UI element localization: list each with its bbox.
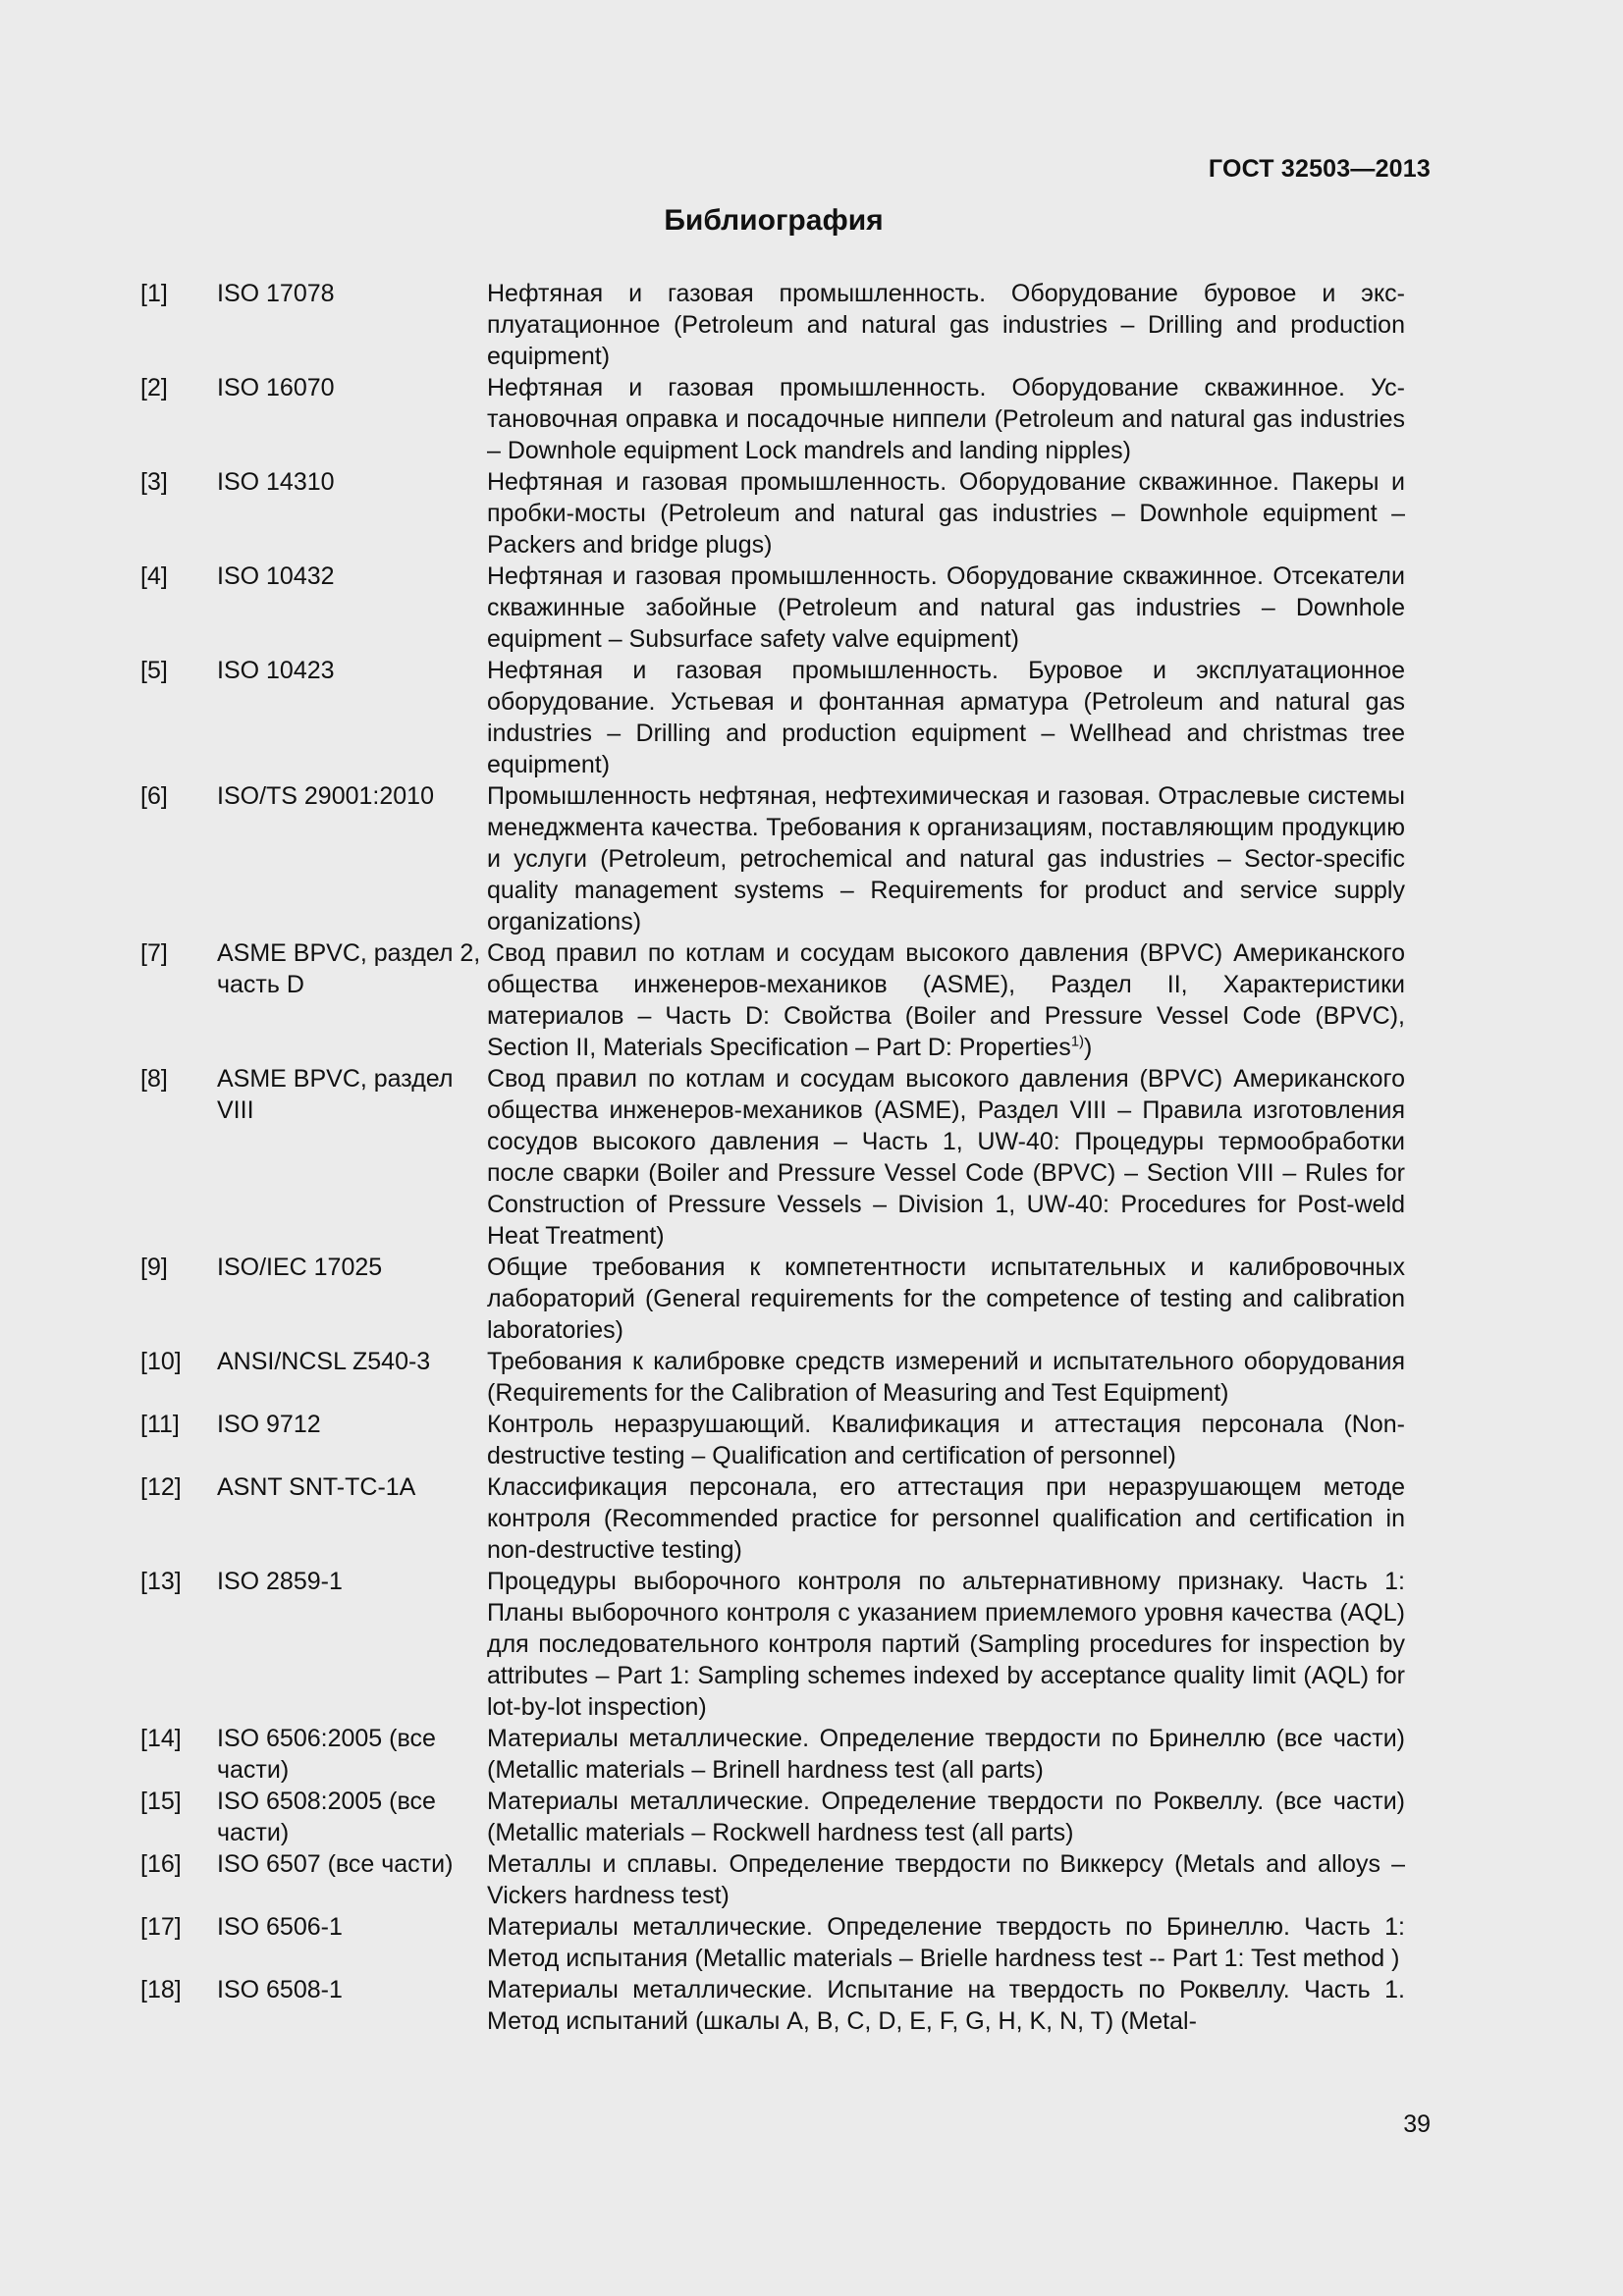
- entry-number: [15]: [140, 1788, 182, 1815]
- bibliography-entry: [140, 1409, 1405, 1471]
- bibliography-entry: [140, 372, 1405, 466]
- standard-title-text: Материалы металлические. Определение твердости по Роквеллу. (все части) (Metallic materials – Rockwell hardness test (all parts): [487, 1788, 1405, 1846]
- standard-title: [487, 780, 1405, 937]
- standard-title-text: Процедуры выборочного контроля по альтернативному признаку. Часть 1: Планы выборочного контроля с указанием приемлемого уровня качества (AQL) для последовательного контроля партий (Sampling procedures for inspection by attributes – Part 1: Sampling schemes indexed by acceptance quality limit (AQL) for lot-by-lot inspection): [487, 1568, 1405, 1721]
- standard-title-text: Свод правил по котлам и сосудам высокого давления (BPVC) Американского общества инженеров-механиков (ASME), Раздел II, Характеристики материалов – Часть D: Свойства (Boiler and Pressure Vessel Code (BPVC), Section II, Materials Specification – Part D: Properties: [487, 939, 1405, 1061]
- footnote-marker: 1): [1070, 1033, 1085, 1050]
- standard-title: [487, 1723, 1405, 1786]
- standard-title-text: Промышленность нефтяная, нефтехимическая и газовая. Отраслевые системы менеджмента качества. Требования к организациям, поставляющим продукцию и услуги (Petroleum, petrochemical and natural gas industries – Sector-specific quality management systems – Requirements for product and service supply organizations): [487, 782, 1405, 935]
- standard-title-text: Нефтяная и газовая промышленность. Оборудование скважинное. Установочная оправка и посадочные ниппели (Petroleum and natural gas industries – Downhole equipment Lock mandrels and landing nipples): [487, 374, 1405, 464]
- standard-designation: ISO 14310: [217, 468, 335, 496]
- standard-title: [487, 1063, 1405, 1252]
- standard-title-text: Нефтяная и газовая промышленность. Буровое и эксплуатационное оборудование. Устьевая и фонтанная арматура (Petroleum and natural gas industries – Drilling and production equipment – Wellhead and christmas tree equipment): [487, 657, 1405, 778]
- standard-title-text: Материалы металлические. Определение твердости по Бринеллю (все части) (Metallic materials – Brinell hardness test (all parts): [487, 1725, 1405, 1784]
- entry-number: [4]: [140, 562, 168, 590]
- standard-designation: ISO 17078: [217, 280, 335, 307]
- bibliography-entry: [140, 466, 1405, 561]
- standard-title-text: Металлы и сплавы. Определение твердости по Виккерсу (Metals and alloys – Vickers hardness test): [487, 1850, 1405, 1909]
- entry-number: [3]: [140, 468, 168, 496]
- standard-designation: ISO 6506:2005 (все части): [217, 1725, 436, 1784]
- standard-designation: ISO 6507 (все части): [217, 1850, 454, 1878]
- entry-number: [8]: [140, 1065, 168, 1093]
- standard-designation: ISO/TS 29001:2010: [217, 782, 434, 810]
- standard-title-text: Нефтяная и газовая промышленность. Оборудование скважинное. Пакеры и пробки-мосты (Petroleum and natural gas industries – Downhole equipment – Packers and bridge plugs): [487, 468, 1405, 559]
- bibliography-entry: [140, 1786, 1405, 1848]
- entry-number: [16]: [140, 1850, 182, 1878]
- bibliography-entry: [140, 561, 1405, 655]
- standard-title: [487, 1409, 1405, 1471]
- standard-designation: ISO 6508-1: [217, 1976, 343, 2003]
- standard-title: [487, 655, 1405, 780]
- standard-title: [487, 1786, 1405, 1848]
- entry-number: [11]: [140, 1411, 180, 1438]
- standard-title: [487, 1911, 1405, 1974]
- page-title: Библиография: [664, 204, 884, 237]
- standard-title: [487, 372, 1405, 466]
- bibliography-entry: [140, 1974, 1405, 2037]
- bibliography-entry: [140, 1911, 1405, 1974]
- standard-title: [487, 1252, 1405, 1346]
- entry-number: [7]: [140, 939, 168, 967]
- entry-number: [10]: [140, 1348, 182, 1375]
- entry-number: [13]: [140, 1568, 182, 1595]
- bibliography-entry: [140, 1346, 1405, 1409]
- standard-title: [487, 1346, 1405, 1409]
- standard-title: [487, 466, 1405, 561]
- standard-title: [487, 561, 1405, 655]
- standard-designation: ISO 9712: [217, 1411, 321, 1438]
- standard-designation: ISO/IEC 17025: [217, 1254, 383, 1281]
- standard-designation: ISO 10432: [217, 562, 335, 590]
- bibliography-entry: [140, 278, 1405, 372]
- standard-code-header: ГОСТ 32503—2013: [1208, 155, 1431, 183]
- standard-title: [487, 1566, 1405, 1723]
- entry-number: [6]: [140, 782, 168, 810]
- standard-designation: ISO 6508:2005 (все части): [217, 1788, 436, 1846]
- standard-title-text: Общие требования к компетентности испытательных и калибровочных лабораторий (General requirements for the competence of testing and calibration laboratories): [487, 1254, 1405, 1344]
- page-number: 39: [1403, 2110, 1431, 2138]
- standard-title: [487, 1471, 1405, 1566]
- standard-title-text: Нефтяная и газовая промышленность. Оборудование скважинное. Отсекатели скважинные забойные (Petroleum and natural gas industries – Downhole equipment – Subsurface safety valve equipment): [487, 562, 1405, 653]
- standard-title-text: Нефтяная и газовая промышленность. Оборудование буровое и эксплуатационное (Petroleum and natural gas industries – Drilling and production equipment): [487, 280, 1405, 370]
- standard-title-text: Классификация персонала, его аттестация при неразрушающем методе контроля (Recommended practice for personnel qualification and certification in non-destructive testing): [487, 1473, 1405, 1564]
- entry-number: [9]: [140, 1254, 168, 1281]
- bibliography-list: [140, 278, 1405, 2037]
- standard-title-text: Требования к калибровке средств измерений и испытательного оборудования (Requirements for the Calibration of Measuring and Test Equipment): [487, 1348, 1405, 1407]
- standard-title-text: Материалы металлические. Испытание на твердость по Роквеллу. Часть 1. Метод испытаний (шкалы A, B, C, D, E, F, G, H, K, N, T) (Metal-: [487, 1976, 1405, 2035]
- bibliography-entry: [140, 1848, 1405, 1911]
- standard-title: [487, 1848, 1405, 1911]
- entry-number: [18]: [140, 1976, 182, 2003]
- entry-number: [12]: [140, 1473, 182, 1501]
- standard-title-text: Материалы металлические. Определение твердость по Бринеллю. Часть 1: Метод испытания (Metallic materials – Brielle hardness test -- Part 1: Test method ): [487, 1913, 1405, 1972]
- bibliography-entry: [140, 1063, 1405, 1252]
- entry-number: [17]: [140, 1913, 182, 1941]
- bibliography-entry: [140, 780, 1405, 937]
- bibliography-entry: [140, 1723, 1405, 1786]
- standard-designation: ASME BPVC, раздел VIII: [217, 1065, 454, 1124]
- standard-designation: ANSI/NCSL Z540-3: [217, 1348, 431, 1375]
- bibliography-entry: [140, 655, 1405, 780]
- entry-number: [2]: [140, 374, 168, 401]
- standard-title-tail: ): [1084, 1034, 1093, 1061]
- standard-title: [487, 1974, 1405, 2037]
- bibliography-entry: [140, 937, 1405, 1063]
- standard-designation: ISO 6506-1: [217, 1913, 343, 1941]
- standard-designation: ISO 2859-1: [217, 1568, 343, 1595]
- standard-designation: ISO 16070: [217, 374, 335, 401]
- standard-title-text: Контроль неразрушающий. Квалификация и аттестация персонала (Non-destructive testing – Qualification and certification of personnel): [487, 1411, 1405, 1469]
- bibliography-entry: [140, 1252, 1405, 1346]
- standard-title: [487, 278, 1405, 372]
- entry-number: [1]: [140, 280, 168, 307]
- entry-number: [14]: [140, 1725, 182, 1752]
- standard-title: [487, 937, 1405, 1063]
- entry-number: [5]: [140, 657, 168, 684]
- standard-title-text: Свод правил по котлам и сосудам высокого давления (BPVC) Американского общества инженеров-механиков (ASME), Раздел VIII – Правила изготовления сосудов высокого давления – Часть 1, UW-40: Процедуры термообработки после сварки (Boiler and Pressure Vessel Code (BPVC) – Section VIII – Rules for Construction of Pressure Vessels – Division 1, UW-40: Procedures for Post-weld Heat Treatment): [487, 1065, 1405, 1250]
- bibliography-entry: [140, 1471, 1405, 1566]
- standard-designation: ISO 10423: [217, 657, 335, 684]
- standard-designation: ASNT SNT-TC-1A: [217, 1473, 416, 1501]
- bibliography-entry: [140, 1566, 1405, 1723]
- standard-designation: ASME BPVC, раздел 2, часть D: [217, 939, 481, 998]
